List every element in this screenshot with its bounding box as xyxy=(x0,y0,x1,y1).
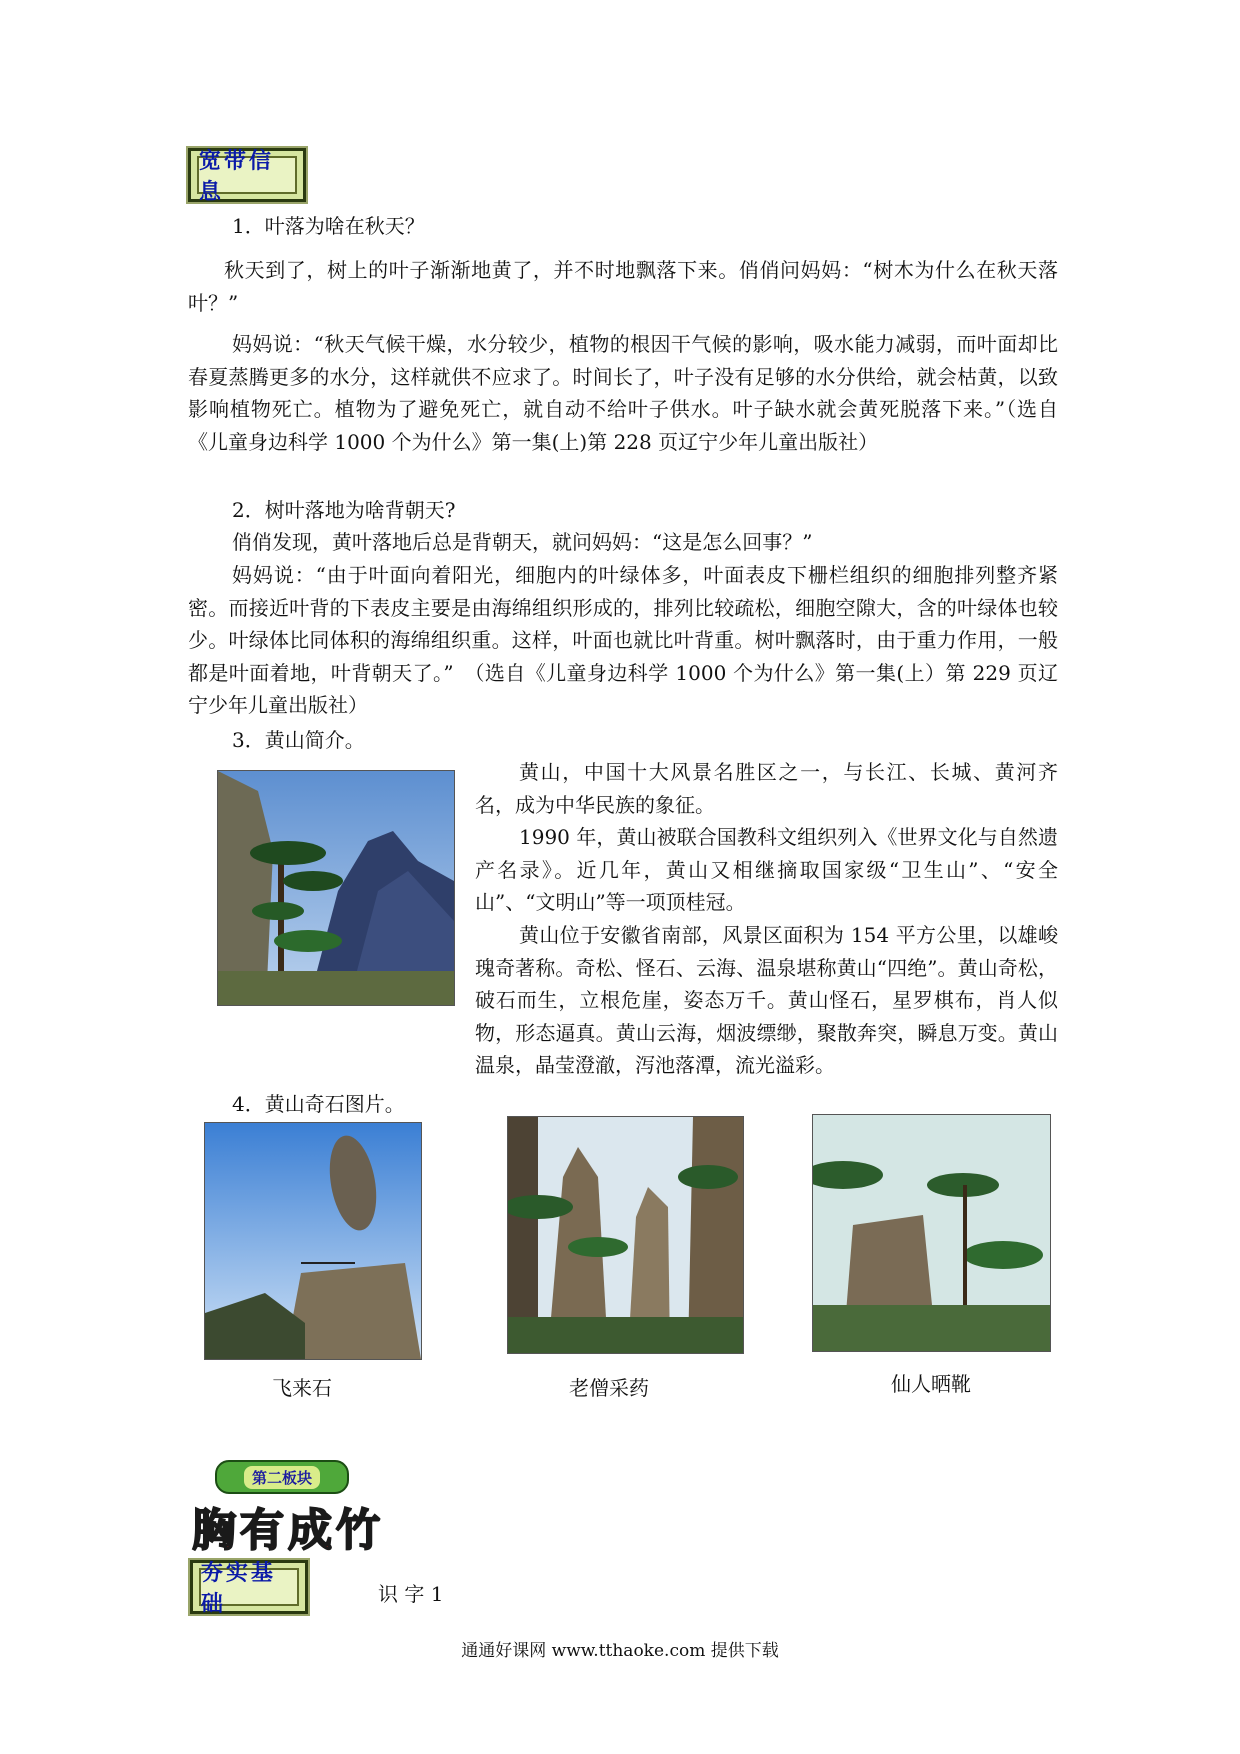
lesson-label: 识 字 1 xyxy=(378,1582,444,1606)
section-3-intro-block xyxy=(475,756,1058,821)
badge-label: 夯实基础 xyxy=(199,1568,299,1606)
para-text: 黄山，中国十大风景名胜区之一，与长江、长城、黄河齐名，成为中华民族的象征。 xyxy=(475,760,1058,817)
section-3-location-block xyxy=(188,919,1058,1082)
section-4-heading: 4．黄山奇石图片。 xyxy=(232,1092,405,1116)
section-3-history-block xyxy=(475,821,1058,919)
feilaishi-photo xyxy=(204,1122,422,1360)
module-ribbon xyxy=(215,1460,349,1494)
section-2-paragraph-1 xyxy=(188,526,1058,559)
section-1-paragraph-1 xyxy=(188,254,1058,319)
laoseng-caiyao-photo xyxy=(507,1116,744,1354)
page-footer: 通通好课网 www.tthaoke.com 提供下载 xyxy=(461,1641,779,1661)
caption-laoseng-caiyao: 老僧采药 xyxy=(569,1376,649,1400)
section-1-heading: 1．叶落为啥在秋天？ xyxy=(232,214,425,238)
section-3-heading: 3．黄山简介。 xyxy=(232,728,365,752)
module-title: 胸有成竹 xyxy=(192,1505,384,1556)
para-text: 1990 年，黄山被联合国教科文组织列入《世界文化与自然遗产名录》。近几年，黄山又相继摘取国家级“卫生山”、“安全山”、“文明山”等一项顶桂冠。 xyxy=(475,825,1058,914)
section-2-paragraph-2 xyxy=(188,559,1058,722)
para-text: 妈妈说：“秋天气候干燥，水分较少，植物的根因干气候的影响，吸水能力减弱，而叶面却比春夏蒸腾更多的水分，这样就供不应求了。时间长了，叶子没有足够的水分供给，就会枯黄，以致影响植物死亡。植物为了避免死亡，就自动不给叶子供水。叶子缺水就会黄死脱落下来。”（选自《儿童身边科学 1000 个为什么》第一集(上)第 228 页辽宁少年儿童出版社） xyxy=(188,332,1058,454)
para-text: 秋天到了，树上的叶子渐渐地黄了，并不时地飘落下来。俏俏问妈妈：“树木为什么在秋天落叶？” xyxy=(188,258,1058,315)
para-text: 俏俏发现，黄叶落地后总是背朝天，就问妈妈：“这是怎么回事？” xyxy=(232,530,813,554)
caption-feilaishi: 飞来石 xyxy=(272,1376,332,1400)
caption-xianren-shaixue: 仙人晒靴 xyxy=(891,1372,971,1396)
section-1-paragraph-2 xyxy=(188,328,1058,458)
badge-label: 宽带信息 xyxy=(197,156,297,194)
section-2-heading: 2．树叶落地为啥背朝天? xyxy=(232,498,456,522)
para-text: 黄山位于安徽省南部，风景区面积为 154 平方公里，以雄峻瑰奇著称。奇松、怪石、云海、温泉堪称黄山“四绝”。黄山奇松，破石而生，立根危崖，姿态万千。黄山怪石，星罗棋布，肖人似物，形态逼真。黄山云海，烟波缥缈，聚散奔突，瞬息万变。黄山温泉，晶莹澄澈，泻池落潭，流光溢彩。 xyxy=(475,923,1058,1077)
para-text: 妈妈说：“由于叶面向着阳光，细胞内的叶绿体多，叶面表皮下栅栏组织的细胞排列整齐紧密。而接近叶背的下表皮主要是由海绵组织形成的，排列比较疏松，细胞空隙大，含的叶绿体也较少。叶绿体比同体积的海绵组织重。这样，叶面也就比叶背重。树叶飘落时，由于重力作用，一般都是叶面着地，叶背朝天了。” （选自《儿童身边科学 1000 个为什么》第一集(上）第 229 页辽宁少年儿童出版社） xyxy=(188,563,1058,717)
basics-badge xyxy=(190,1560,308,1617)
extension-info-badge xyxy=(188,148,306,205)
xianren-shaixue-photo xyxy=(812,1114,1051,1352)
ribbon-text: 第二板块 xyxy=(244,1466,320,1489)
